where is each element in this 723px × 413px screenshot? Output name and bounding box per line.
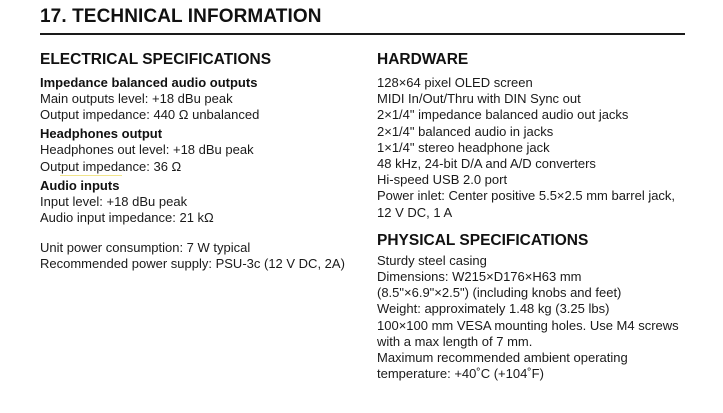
physical-line: 100×100 mm VESA mounting holes. Use M4 screws	[377, 317, 679, 333]
spec-group-heading: Headphones output	[40, 126, 163, 142]
spec-line: Output impedance: 440 Ω unbalanced	[40, 107, 260, 123]
physical-specifications-title: PHYSICAL SPECIFICATIONS	[377, 231, 589, 249]
physical-line: Maximum recommended ambient operating	[377, 350, 628, 366]
highlight-mark	[40, 175, 360, 176]
spec-line: Main outputs level: +18 dBu peak	[40, 91, 233, 106]
hardware-title: HARDWARE	[377, 51, 469, 68]
spec-group-heading: Impedance balanced audio outputs	[40, 75, 258, 90]
spec-line: Input level: +18 dBu peak	[40, 193, 188, 209]
power-specifications	[40, 240, 360, 272]
hardware-line: 128×64 pixel OLED screen	[377, 75, 533, 90]
chapter-divider	[40, 33, 685, 35]
electrical-specifications-title: ELECTRICAL SPECIFICATIONS	[40, 51, 272, 68]
spec-group-headphones-output	[40, 126, 360, 174]
hardware-line: MIDI In/Out/Thru with DIN Sync out	[377, 91, 581, 107]
hardware-line: 48 kHz, 24-bit D/A and A/D converters	[377, 156, 596, 172]
hardware-line: Power inlet: Center positive 5.5×2.5 mm barrel jack,	[377, 188, 676, 204]
hardware-column	[377, 49, 707, 382]
hardware-list	[377, 75, 707, 221]
spec-group-audio-outputs	[40, 75, 360, 123]
physical-line: temperature: +40˚C (+104˚F)	[377, 366, 544, 382]
electrical-specifications-column	[40, 49, 360, 273]
spec-line: Unit power consumption: 7 W typical	[40, 240, 251, 256]
spec-group-heading: Audio inputs	[40, 177, 120, 193]
spec-line: Recommended power supply: PSU-3c (12 V DC, 2A)	[40, 256, 345, 272]
hardware-line: 2×1/4" impedance balanced audio out jacks	[377, 107, 629, 123]
physical-line: Dimensions: W215×D176×H63 mm	[377, 269, 582, 285]
hardware-line: 2×1/4" balanced audio in jacks	[377, 123, 554, 139]
chapter-title: 17. TECHNICAL INFORMATION	[40, 6, 322, 27]
spec-line: Headphones out level: +18 dBu peak	[40, 142, 254, 158]
physical-line: (8.5"×6.9"×2.5") (including knobs and feet)	[377, 285, 622, 301]
physical-line: Weight: approximately 1.48 kg (3.25 lbs)	[377, 301, 610, 317]
hardware-line: Hi-speed USB 2.0 port	[377, 172, 508, 188]
physical-line: with a max length of 7 mm.	[377, 333, 533, 349]
hardware-line: 12 V DC, 1 A	[377, 204, 453, 220]
spec-line: Audio input impedance: 21 kΩ	[40, 210, 214, 226]
spec-line: Output impedance: 36 Ω	[40, 158, 182, 174]
hardware-line: 1×1/4" stereo headphone jack	[377, 139, 550, 155]
spec-group-audio-inputs	[40, 178, 360, 226]
physical-line: Sturdy steel casing	[377, 252, 487, 268]
physical-list	[377, 253, 707, 383]
